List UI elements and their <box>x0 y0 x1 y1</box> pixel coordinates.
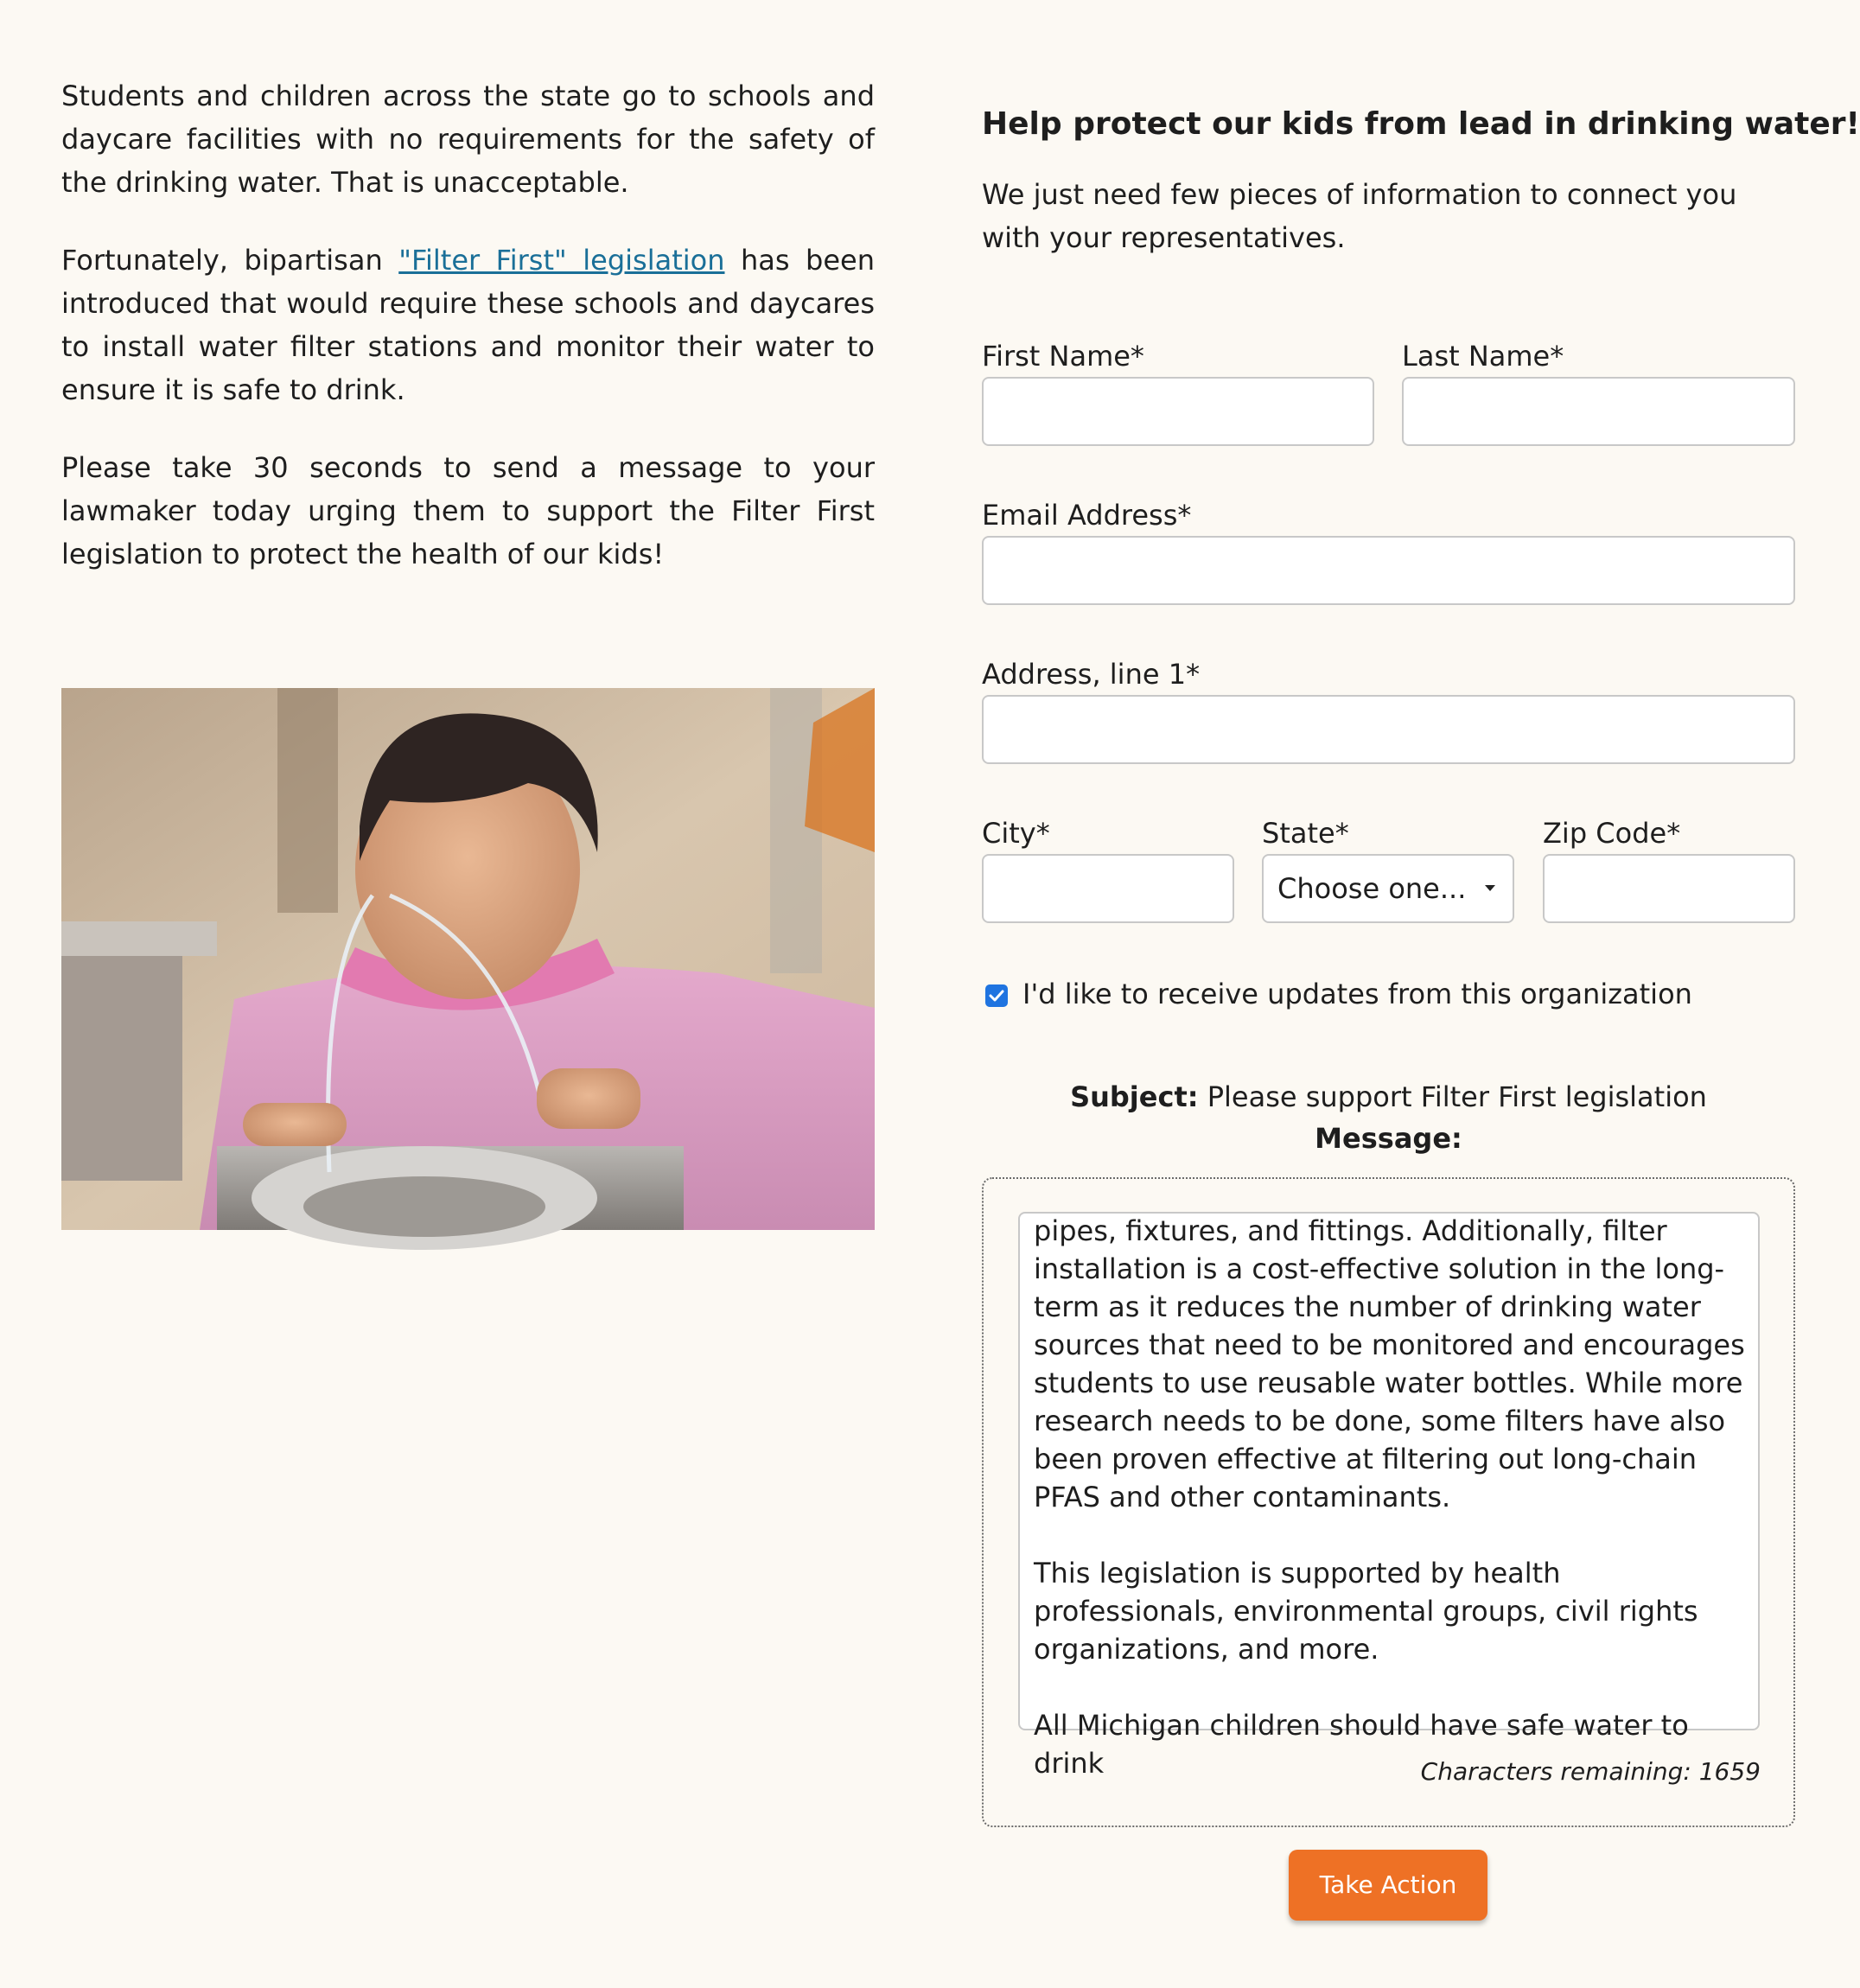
last-name-label: Last Name* <box>1402 340 1564 373</box>
intro-paragraph-2 <box>61 239 875 411</box>
message-label: Message: <box>1315 1122 1462 1155</box>
zip-label: Zip Code* <box>1543 817 1681 850</box>
email-label: Email Address* <box>982 499 1192 532</box>
form-heading: Help protect our kids from lead in drinking water! <box>982 106 1860 142</box>
subject-value: Please support Filter First legislation <box>1207 1080 1707 1113</box>
intro-paragraph-2-suffix: has been introduced that would require these schools and daycares to install water filter stations and monitor their water to ensure it is safe to drink. <box>61 244 875 406</box>
intro-paragraph-3: Please take 30 seconds to send a message to your lawmaker today urging them to support the Filter First legislation to protect the health of our kids! <box>61 451 875 570</box>
email-input[interactable] <box>982 536 1795 605</box>
intro-paragraph-2-prefix: Fortunately, bipartisan <box>61 244 399 277</box>
city-input[interactable] <box>982 854 1234 923</box>
last-name-input[interactable] <box>1402 377 1795 446</box>
updates-checkbox[interactable] <box>985 984 1008 1007</box>
address-label: Address, line 1* <box>982 658 1201 691</box>
address-input[interactable] <box>982 695 1795 764</box>
first-name-label: First Name* <box>982 340 1144 373</box>
chevron-down-icon <box>1485 885 1495 891</box>
characters-remaining-count: 1659 <box>1698 1757 1761 1786</box>
filter-first-link[interactable]: "Filter First" legislation <box>398 244 725 277</box>
city-label: City* <box>982 817 1050 850</box>
child-drinking-fountain-photo <box>61 688 875 1230</box>
take-action-button[interactable]: Take Action <box>1289 1850 1487 1921</box>
intro-paragraph-1: Students and children across the state go to schools and daycare facilities with no requirements for the safety of the drinking water. That is unacceptable. <box>61 80 875 199</box>
form-intro: We just need few pieces of information to connect you with your representatives. <box>982 178 1737 254</box>
message-text: pipes, fixtures, and fittings. Additionally, filter installation is a cost-effective solution in the long-term as it reduces the number of drinking water sources that need to be monitored and encourages students to use reusable water bottles. While more research needs to be done, some filters have also been proven effective at filtering out long-chain PFAS and other contaminants. This legislation is supported by health professionals, environmental groups, civil rights organizations, and more. All Michigan children should have safe water to drink <box>1034 1214 1745 1780</box>
intro-text <box>61 74 875 610</box>
state-select-value: Choose one... <box>1277 872 1467 905</box>
message-container <box>982 1177 1795 1827</box>
characters-remaining <box>1421 1755 1761 1789</box>
state-select[interactable] <box>1262 854 1514 923</box>
zip-input[interactable] <box>1543 854 1795 923</box>
updates-label: I'd like to receive updates from this organization <box>1022 978 1692 1010</box>
state-label: State* <box>1262 817 1349 850</box>
subject-label: Subject: <box>1070 1080 1199 1113</box>
subject-line <box>982 1078 1795 1116</box>
first-name-input[interactable] <box>982 377 1374 446</box>
checkmark-icon <box>988 987 1005 1004</box>
characters-remaining-label: Characters remaining: <box>1420 1757 1699 1786</box>
